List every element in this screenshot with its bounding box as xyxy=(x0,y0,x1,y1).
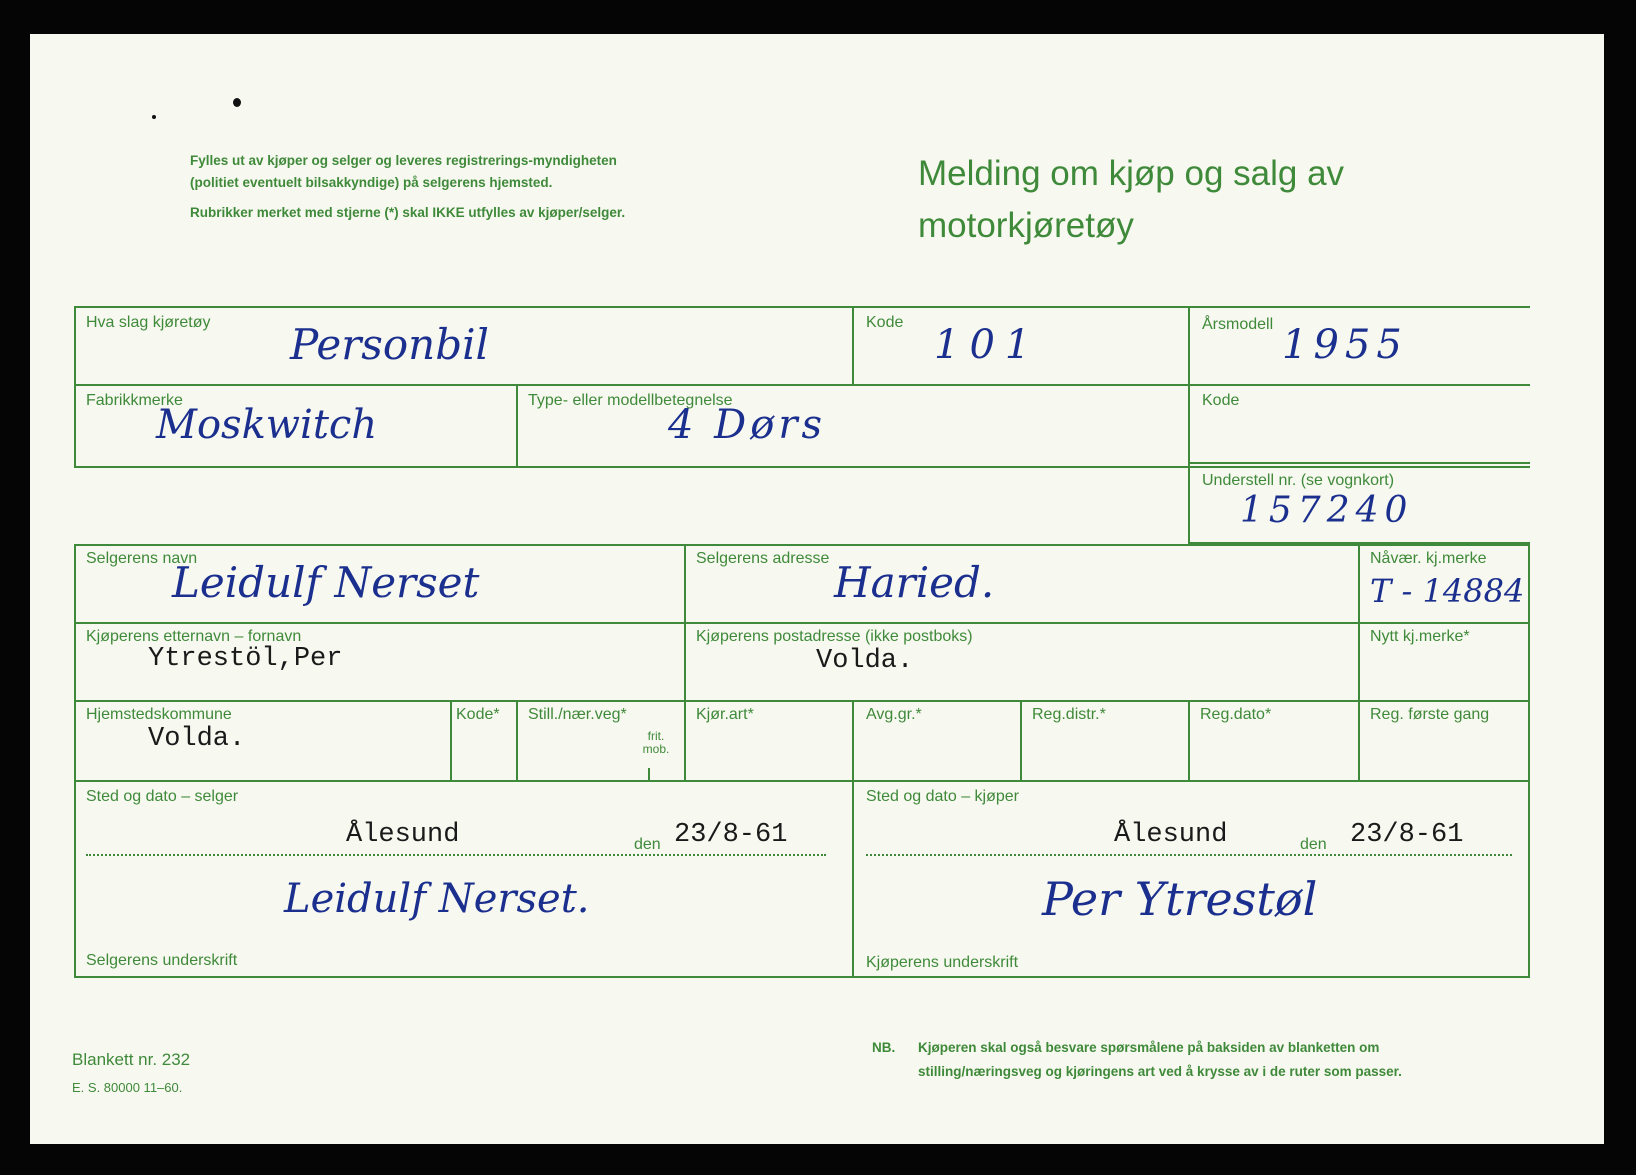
divider xyxy=(516,700,518,780)
divider xyxy=(852,700,854,978)
divider xyxy=(1188,306,1190,544)
value-buyer-name: Ytrestöl,Per xyxy=(148,644,343,674)
value-municipality: Volda. xyxy=(148,724,246,754)
label-buyer-place-date: Sted og dato – kjøper xyxy=(866,788,1019,805)
value-buyer-place: Ålesund xyxy=(1114,820,1228,850)
label-code-1: Kode xyxy=(866,314,904,331)
value-current-reg: T - 14884 xyxy=(1370,572,1525,610)
nb-key: NB. xyxy=(872,1040,896,1055)
divider xyxy=(852,306,854,384)
value-seller-address: Haried. xyxy=(834,558,995,607)
label-buyer-address: Kjøperens postadresse (ikke postboks) xyxy=(696,628,973,645)
buyer-signature: Per Ytrestøl xyxy=(1042,872,1318,926)
ink-spot xyxy=(152,115,156,119)
label-occupation: Still./nær.veg* xyxy=(528,706,627,723)
label-current-reg: Nåvær. kj.merke xyxy=(1370,550,1487,567)
label-seller-signature: Selgerens underskrift xyxy=(86,952,238,969)
divider xyxy=(1188,700,1190,780)
ink-spot xyxy=(233,98,241,107)
label-make: Fabrikkmerke xyxy=(86,392,183,409)
divider xyxy=(74,622,1530,624)
value-chassis: 157240 xyxy=(1240,490,1414,531)
divider xyxy=(74,780,1530,782)
value-seller-date: 23/8-61 xyxy=(674,820,788,850)
divider xyxy=(1526,306,1530,308)
divider xyxy=(450,700,452,780)
label-seller-place-date: Sted og dato – selger xyxy=(86,788,239,805)
value-vehicle-type: Personbil xyxy=(290,320,489,369)
label-model: Type- eller modellbetegnelse xyxy=(528,392,733,409)
divider xyxy=(1020,700,1022,780)
instructions xyxy=(190,150,660,232)
label-reg-district: Reg.distr.* xyxy=(1032,706,1106,723)
form-number: Blankett nr. 232 xyxy=(72,1050,191,1069)
page-title: Melding om kjøp og salg av motorkjøretøy xyxy=(918,154,1345,245)
label-kode-star: Kode* xyxy=(456,706,500,723)
divider xyxy=(74,384,1530,386)
value-make: Moskwitch xyxy=(156,402,378,448)
label-den-seller: den xyxy=(630,836,665,854)
value-model: 4 Dørs xyxy=(668,402,826,448)
label-driving-type: Kjør.art* xyxy=(696,706,754,723)
label-seller-address: Selgerens adresse xyxy=(696,550,830,567)
label-den-buyer: den xyxy=(1296,836,1331,854)
instructions-line-2: Rubrikker merket med stjerne (*) skal IKKE utfylles av kjøper/selger. xyxy=(190,205,626,220)
label-fee-group: Avg.gr.* xyxy=(866,706,922,723)
label-municipality: Hjemstedskommune xyxy=(86,706,232,723)
divider xyxy=(74,700,1530,702)
label-model-year: Årsmodell xyxy=(1202,316,1274,333)
divider xyxy=(648,768,650,780)
form-grid xyxy=(74,306,1530,982)
print-code: E. S. 80000 11–60. xyxy=(72,1080,183,1095)
label-first-reg: Reg. første gang xyxy=(1370,706,1490,723)
value-buyer-address: Volda. xyxy=(816,646,914,676)
value-seller-place: Ålesund xyxy=(346,820,460,850)
instructions-line-1: Fylles ut av kjøper og selger og leveres registrerings-myndigheten (politiet eventuelt bilsakkyndige) på selgerens hjemsted. xyxy=(190,153,617,190)
seller-dotted-line xyxy=(86,854,826,856)
label-frit-mob: frit. mob. xyxy=(642,729,670,756)
label-vehicle-type: Hva slag kjøretøy xyxy=(86,314,211,331)
value-buyer-date: 23/8-61 xyxy=(1350,820,1464,850)
label-reg-date: Reg.dato* xyxy=(1200,706,1272,723)
label-seller-name: Selgerens navn xyxy=(86,550,198,567)
nb-text: Kjøperen skal også besvare spørsmålene på baksiden av blanketten om stilling/næringsveg og kjøringens art ved å krysse av i de ruter som passer. xyxy=(918,1040,1402,1079)
divider xyxy=(684,544,686,780)
divider xyxy=(1358,544,1360,780)
value-seller-name: Leidulf Nerset xyxy=(172,558,480,607)
label-new-reg: Nytt kj.merke* xyxy=(1370,628,1470,645)
label-code-2: Kode xyxy=(1202,392,1240,409)
value-code-1: 101 xyxy=(934,322,1041,368)
seller-signature: Leidulf Nerset. xyxy=(284,876,590,922)
label-buyer-name: Kjøperens etternavn – fornavn xyxy=(86,628,302,645)
divider xyxy=(1188,462,1530,464)
label-buyer-signature: Kjøperens underskrift xyxy=(866,954,1019,971)
buyer-dotted-line xyxy=(866,854,1512,856)
nb-note xyxy=(872,1036,1432,1084)
value-model-year: 1955 xyxy=(1282,322,1408,368)
label-chassis: Understell nr. (se vognkort) xyxy=(1202,472,1395,489)
divider xyxy=(516,384,518,468)
